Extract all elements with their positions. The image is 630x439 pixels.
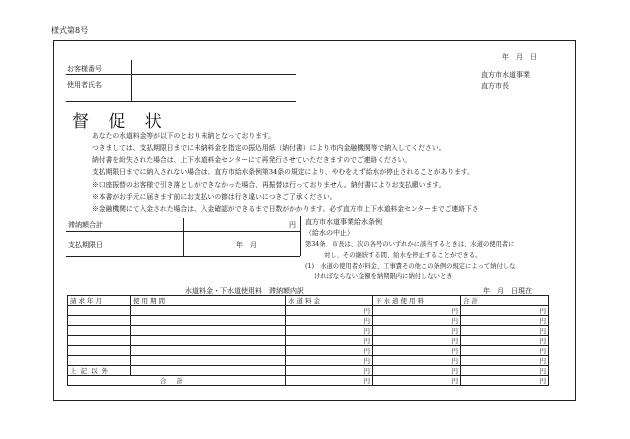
body-line: つきましては、支払期限日までに未納料金を指定の振込用紙（納付書）により市内金融機関等で納入してください。 [92, 144, 446, 152]
yen-cell: 円 [373, 316, 461, 326]
yen-cell: 円 [286, 366, 373, 376]
yen-cell: 円 [461, 306, 549, 316]
issuer-line2: 直方市長 [481, 82, 509, 90]
table-row [68, 306, 549, 316]
header-usage-period: 使用期間 [131, 296, 286, 306]
yen-cell: 円 [461, 316, 549, 326]
yen-cell: 円 [373, 366, 461, 376]
yen-cell: 円 [373, 336, 461, 346]
table-header-row [68, 296, 549, 306]
yen-cell: 円 [286, 376, 373, 386]
yen-cell: 円 [286, 326, 373, 336]
customer-box-divider [131, 60, 132, 101]
table-row [68, 356, 549, 366]
yen-cell: 円 [373, 356, 461, 366]
yen-cell: 円 [373, 346, 461, 356]
due-date-underline [66, 256, 300, 257]
arrears-breakdown-table [67, 295, 549, 386]
ordinance-article-line1: 第34条 市長は、次の各号のいずれかに該当するときは、水道の使用者に [305, 241, 515, 248]
due-date-label: 支払期限日 [68, 241, 103, 249]
header-billing-month: 請求年月 [68, 296, 131, 306]
ordinance-divider [300, 216, 301, 256]
header-total: 合計 [461, 296, 549, 306]
arrears-divider [183, 218, 184, 256]
ordinance-subtitle: （給水の中止） [305, 229, 354, 237]
yen-cell: 円 [286, 346, 373, 356]
table-caption: 水道料金・下水道使用料 滞納額内訳 [185, 287, 304, 295]
yen-cell: 円 [286, 336, 373, 346]
yen-cell: 円 [286, 306, 373, 316]
due-date-value: 年 月 [236, 241, 257, 249]
arrears-total-label: 滞納額合計 [68, 221, 103, 229]
customer-number-label: お客様番号 [67, 65, 102, 73]
body-line: 納付書を紛失された場合は、上下水道料金センターにて再発行させていただきますのでご連絡ください。 [92, 156, 412, 164]
table-row [68, 326, 549, 336]
table-row [68, 336, 549, 346]
yen-cell: 円 [373, 306, 461, 316]
yen-cell: 円 [373, 376, 461, 386]
ordinance-title: 直方市水道事業給水条例 [305, 218, 382, 226]
table-row [68, 346, 549, 356]
yen-cell: 円 [461, 376, 549, 386]
date-line: 年 月 日 [502, 53, 537, 61]
form-number: 様式第8号 [51, 26, 89, 35]
other-label: 上記以外 [68, 366, 131, 376]
yen-cell: 円 [286, 316, 373, 326]
customer-number-underline [66, 74, 296, 75]
header-water-fee: 水道料金 [286, 296, 373, 306]
yen-cell: 円 [461, 366, 549, 376]
ordinance-article-line2: 対し、その継続する間、給水を停止することができる。 [324, 252, 482, 259]
yen-cell: 円 [461, 336, 549, 346]
yen-cell: 円 [373, 326, 461, 336]
table-row-other [68, 366, 549, 376]
table-row-total [68, 376, 549, 386]
total-label: 合計 [68, 376, 286, 386]
body-line: あなたの水道料金等が以下のとおり未納となっております。 [92, 132, 275, 140]
ordinance-item-line2: ければならない金額を納期限内に納付しないとき [314, 273, 453, 280]
page-title: 督 促 状 [72, 112, 169, 132]
body-line: ※口座振替のお客様で引き落としができなかった場合、再振替は行っておりません。納付書によりお支払願います。 [92, 181, 446, 189]
issuer-line1: 直方市水道事業 [481, 71, 530, 79]
user-name-underline [66, 101, 296, 102]
body-line: ※金融機関にて入金された場合は、入金確認ができるまで日数がかかります。必ず直方市上下水道料金センターまでご連絡下さ [92, 205, 479, 213]
arrears-total-yen: 円 [289, 221, 296, 229]
table-as-of: 年 月 日現在 [483, 287, 532, 295]
yen-cell: 円 [461, 326, 549, 336]
header-sewer-fee: 下水道使用料 [373, 296, 461, 306]
user-name-label: 使用者氏名 [67, 81, 102, 89]
yen-cell: 円 [286, 356, 373, 366]
table-row [68, 316, 549, 326]
yen-cell: 円 [461, 356, 549, 366]
yen-cell: 円 [461, 346, 549, 356]
body-line: 支払期限日までに納入されない場合は、直方市給水条例第34条の規定により、やむをえず給水が停止されることがあります。 [92, 168, 474, 176]
body-line: ※本書がお手元に届きます前にお支払いの節は行き違いにつきご了承ください。 [92, 193, 337, 201]
ordinance-item-line1: (1) 水道の使用者が料金、工事費その他この条例の規定によって納付しな [305, 263, 516, 270]
